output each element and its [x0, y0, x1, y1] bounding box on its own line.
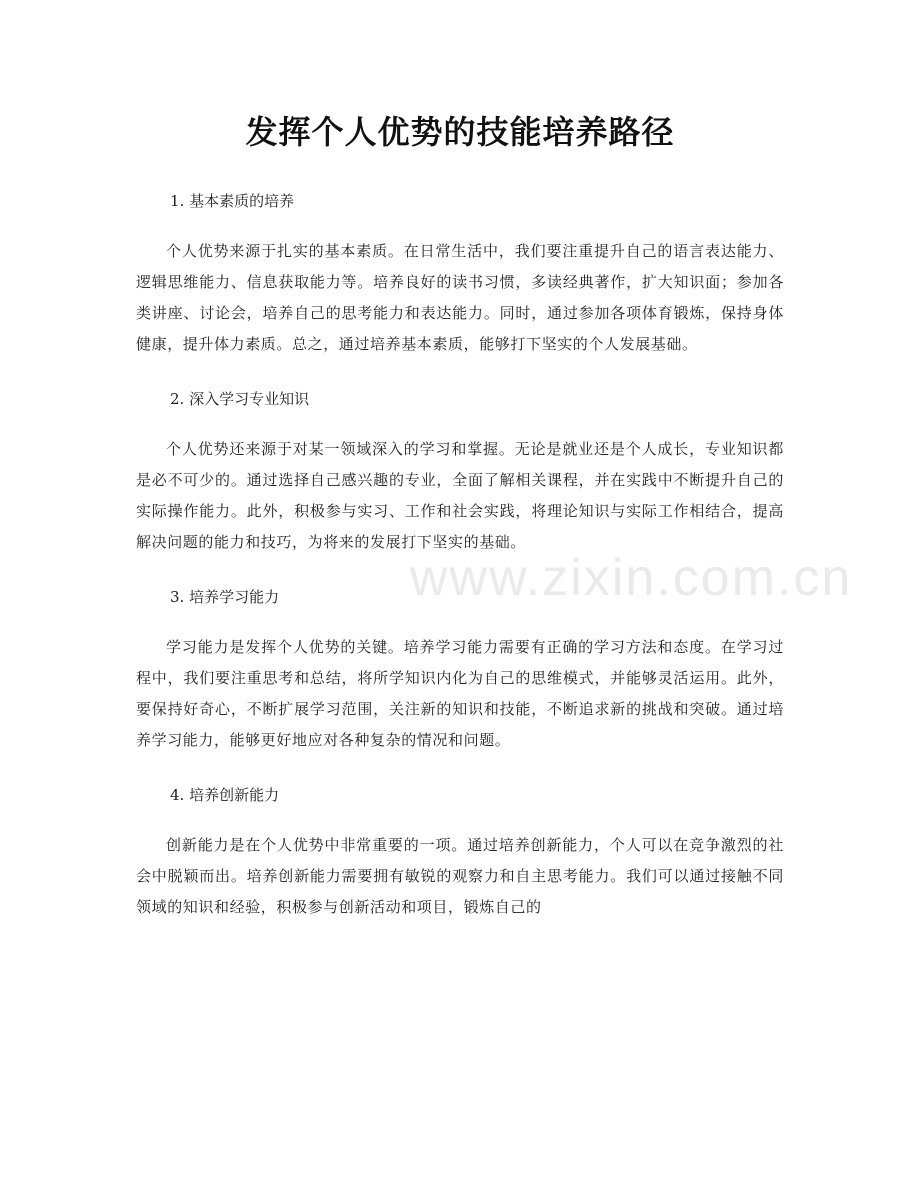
- section-paragraph: 学习能力是发挥个人优势的关键。培养学习能力需要有正确的学习方法和态度。在学习过程中，我们要注重思考和总结，将所学知识内化为自己的思维模式，并能够灵活运用。此外，要保持好奇心，不断扩展学习范围，关注新的知识和技能，不断追求新的挑战和突破。通过培养学习能力，能够更好地应对各种复杂的情况和问题。: [136, 638, 784, 749]
- section-paragraph: 个人优势还来源于对某一领域深入的学习和掌握。无论是就业还是个人成长，专业知识都是必不可少的。通过选择自己感兴趣的专业，全面了解相关课程，并在实践中不断提升自己的实际操作能力。此外，积极参与实习、工作和社会实践，将理论知识与实际工作相结合，提高解决问题的能力和技巧，为将来的发展打下坚实的基础。: [136, 440, 784, 551]
- section-paragraph: 创新能力是在个人优势中非常重要的一项。通过培养创新能力，个人可以在竞争激烈的社会中脱颖而出。培养创新能力需要拥有敏锐的观察力和自主思考能力。我们可以通过接触不同领域的知识和经验，积极参与创新活动和项目，锻炼自己的: [136, 836, 784, 916]
- section-2: [136, 382, 784, 558]
- section-3: [136, 580, 784, 756]
- section-paragraph: 个人优势来源于扎实的基本素质。在日常生活中，我们要注重提升自己的语言表达能力、逻辑思维能力、信息获取能力等。培养良好的读书习惯，多读经典著作，扩大知识面；参加各类讲座、讨论会，培养自己的思考能力和表达能力。同时，通过参加各项体育锻炼，保持身体健康，提升体力素质。总之，通过培养基本素质，能够打下坚实的个人发展基础。: [136, 242, 784, 353]
- section-heading: 3. 培养学习能力: [170, 588, 280, 606]
- section-4: [136, 778, 784, 923]
- section-1: [136, 184, 784, 360]
- watermark: www.zixin.com.cn: [410, 549, 853, 607]
- section-heading: 2. 深入学习专业知识: [170, 390, 310, 408]
- section-heading: 1. 基本素质的培养: [170, 192, 295, 210]
- document-title: 发挥个人优势的技能培养路径: [245, 113, 675, 151]
- document-body: [136, 184, 784, 945]
- section-heading: 4. 培养创新能力: [170, 786, 280, 804]
